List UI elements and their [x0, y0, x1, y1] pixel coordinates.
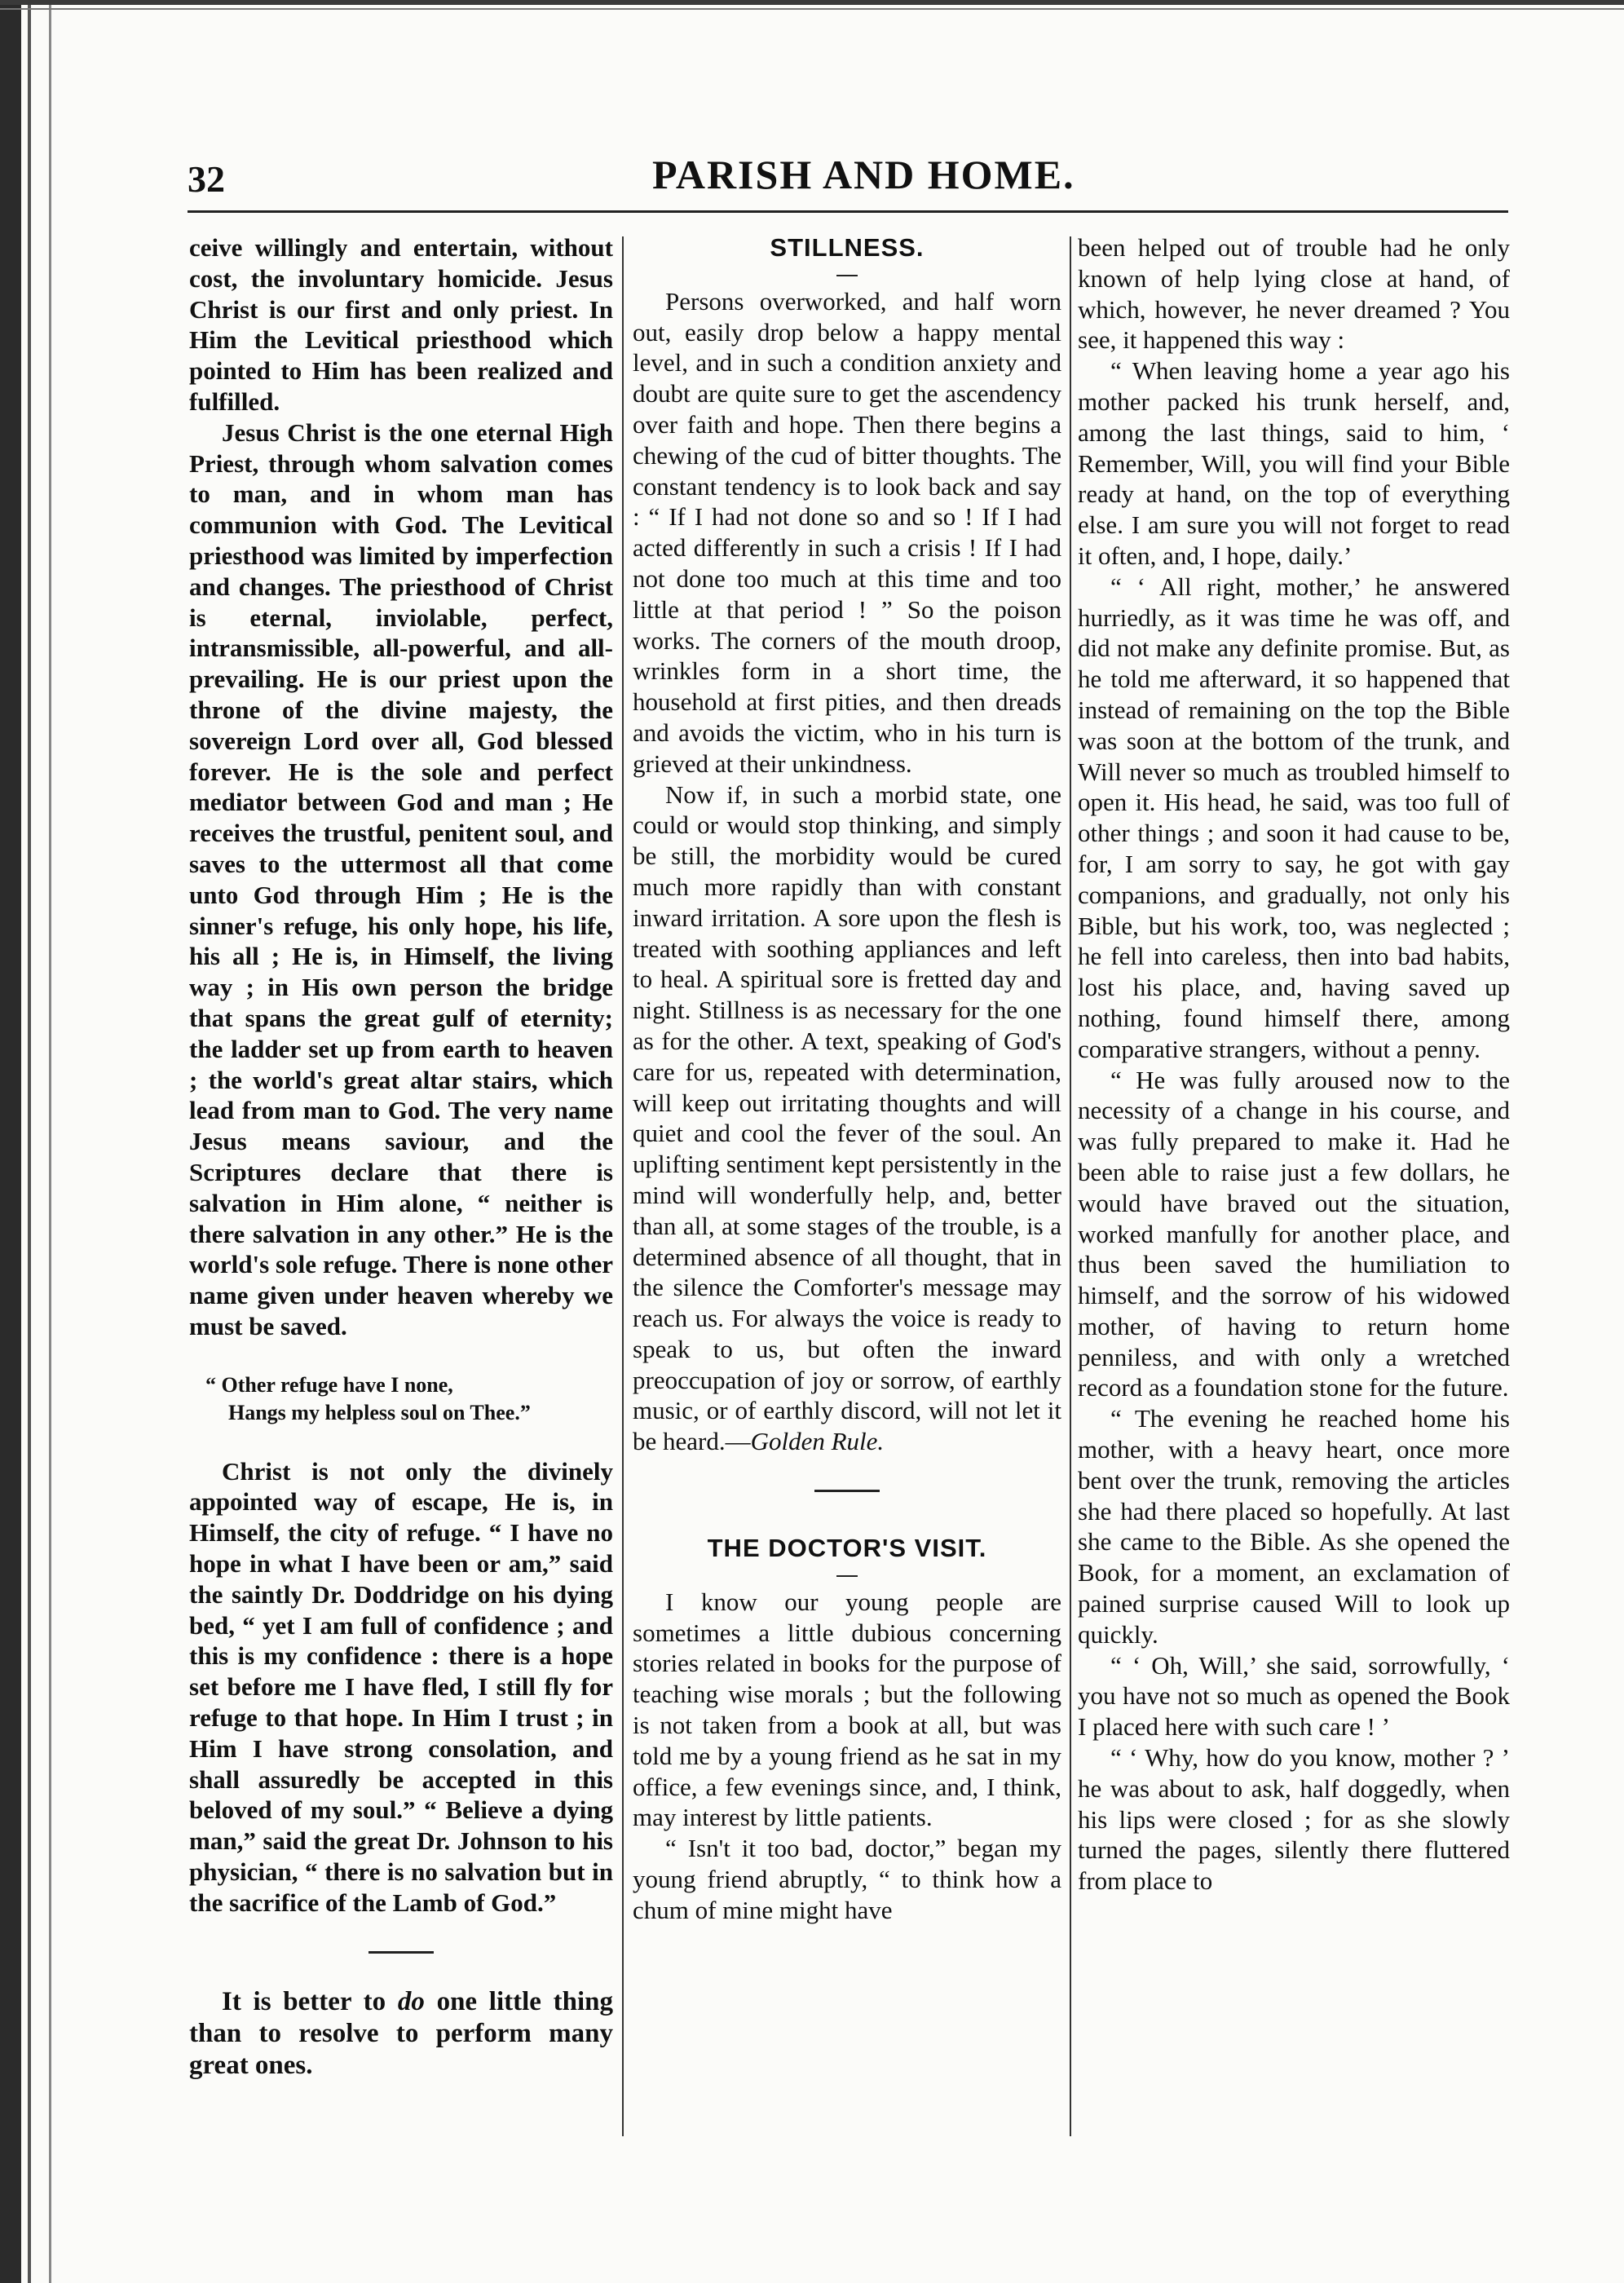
closing-maxim: It is better to do one little thing than to resolve to perform many great ones.	[189, 1986, 613, 2080]
article-heading: STILLNESS.	[770, 233, 925, 262]
section-separator	[814, 1490, 880, 1492]
section-separator	[368, 1951, 434, 1954]
page-edge-left	[0, 0, 21, 2283]
paragraph: “ ‘ All right, mother,’ he answered hurriedly, as it was time he was off, and did not make any definite promise. But, as he told me afterward, it so happened that instead of remaining on the top the Bible was soon at the bottom of the trunk, and Will never so much as troubled himself to open it. His head, he said, was too full of other things ; and soon it had cause to be, for, I am sorry to say, he got with gay companions, and gradually, not only his Bible, but his work, too, was neglected ; he fell into careless, then into bad habits, lost his place, and, having saved up nothing, found himself there, among comparative strangers, without a penny.	[1078, 572, 1510, 1063]
page-number: 32	[188, 158, 225, 200]
column-left	[189, 232, 613, 2082]
page-edge-line	[28, 0, 31, 2283]
running-title: PARISH AND HOME.	[652, 152, 1075, 197]
article-heading: THE DOCTOR'S VISIT.	[707, 1534, 987, 1563]
column-right	[1078, 232, 1510, 1897]
header-rule	[188, 210, 1508, 213]
page-edge-top	[0, 0, 1624, 5]
paragraph: been helped out of trouble had he only known of help lying close at hand, of which, however, he never dreamed ? You see, it happened this way :	[1078, 233, 1510, 355]
paragraph: Now if, in such a morbid state, one could or would stop thinking, and simply be still, the morbidity would be cured much more rapidly than with constant inward irritation. A sore upon the flesh is treated with soothing appliances and left to heal. A spiritual sore is fretted day and night. Stillness is as necessary for the one as for the other. A text, speaking of God's care for us, repeated with determination, will keep out irritating thoughts and will quiet and cool the fever of the soul. An uplifting sentiment kept persistently in the mind will wonderfully help, and, better than all, at some stages of the trouble, is a determined absence of all thought, that in the silence the Comforter's message may reach us. For always the voice is ready to speak to us, but often the inward preoccupation of joy or sorrow, of earthly music, or of earthly discord, will not let it be heard.—Golden Rule.	[633, 779, 1061, 1456]
hymn-line: “ Other refuge have I none,	[205, 1372, 453, 1397]
paragraph: “ He was fully aroused now to the necessity of a change in his course, and was fully prepared to make it. Had he been able to raise just a few dollars, he would have braved out the situation, worked manfully for another place, and thus been saved the humiliation to himself, and the sorrow of his widowed mother, of having to return home penniless, and with only a wretched record as a foundation stone for the future.	[1078, 1065, 1510, 1402]
heading-dash	[633, 265, 1061, 281]
paragraph: “ ‘ Oh, Will,’ she said, sorrowfully, ‘ you have not so much as opened the Book I placed here with such care ! ’	[1078, 1650, 1510, 1742]
column-middle	[633, 232, 1061, 1926]
paragraph: “ ‘ Why, how do you know, mother ? ’ he was about to ask, half doggedly, when his lips were closed ; for as she slowly turned the pages, silently there fluttered from place to	[1078, 1743, 1510, 1896]
column-divider	[622, 236, 624, 2136]
paragraph: “ When leaving home a year ago his mother packed his trunk herself, and, among the last things, said to him, ‘ Remember, Will, you will find your Bible ready at hand, on the top of everything else. I am sure you will not forget to read it often, and, I hope, daily.’	[1078, 356, 1510, 570]
paragraph: “ Isn't it too bad, doctor,” began my young friend abruptly, “ to think how a chum of mine might have	[633, 1834, 1061, 1924]
paragraph: ceive willingly and entertain, without cost, the involuntary homicide. Jesus Christ is our first and only priest. In Him the Levitical priesthood which pointed to Him has been realized and fulfilled.	[189, 233, 613, 416]
paragraph: Persons overworked, and half worn out, easily drop below a happy mental level, and in such a condition anxiety and doubt are quite sure to get the ascendency over faith and hope. Then there begins a chewing of the cud of bitter thoughts. The constant tendency is to look back and say : “ If I had not done so and so ! If I had acted differently in such a crisis ! If I had not done too much at this time and too little at that period ! ” So the poison works. The corners of the mouth droop, wrinkles form in a short time, the household at first pities, and then dreads and avoids the victim, who in his turn is grieved at their unkindness.	[633, 286, 1061, 778]
paragraph: Jesus Christ is the one eternal High Priest, through whom salvation comes to man, and in whom man has communion with God. The Levitical priesthood was limited by imperfection and changes. The priesthood of Christ is eternal, inviolable, perfect, intransmissible, all-powerful, and all-prevailing. He is our priest upon the throne of the divine majesty, the sovereign Lord over all, God blessed forever. He is the sole and perfect mediator between God and man ; He receives the trustful, penitent soul, and saves to the uttermost all that come unto God through Him ; He is the sinner's refuge, his only hope, his life, his all ; He is, in Himself, the living way ; in His own person the bridge that spans the great gulf of eternity; the ladder set up from earth to heaven ; the world's great altar stairs, which lead from man to God. The very name Jesus means saviour, and the Scriptures declare that there is salvation in Him alone, “ neither is there salvation in any other.” He is the world's sole refuge. There is none other name given under heaven whereby we must be saved.	[189, 417, 613, 1340]
paragraph: I know our young people are sometimes a little dubious concerning stories related in books for the purpose of teaching wise morals ; but the following is not taken from a book at all, but was told me by a young friend as he sat in my office, a few evenings since, and, I think, may interest by little patients.	[633, 1587, 1061, 1832]
hymn-quote	[205, 1371, 613, 1427]
heading-dash	[633, 1565, 1061, 1582]
column-divider	[1070, 236, 1071, 2136]
paragraph: “ The evening he reached home his mother, with a heavy heart, once more bent over the trunk, removing the articles she had there placed so hopefully. At last she came to the Bible. As she opened the Book, for a moment, an exclamation of pained surprise caused Will to look up quickly.	[1078, 1404, 1510, 1649]
source-credit: Golden Rule.	[750, 1427, 885, 1456]
page-header	[188, 151, 1508, 208]
page-edge-line	[0, 8, 1624, 10]
page-edge-line	[49, 0, 51, 2283]
hymn-line: Hangs my helpless soul on Thee.”	[228, 1400, 531, 1424]
paragraph: Christ is not only the divinely appointed way of escape, He is, in Himself, the city of refuge. “ I have no hope in what I have been or am,” said the saintly Dr. Doddridge on his dying bed, “ yet I am full of confidence ; and this is my confidence : there is a hope set before me I have fled, I still fly for refuge to that hope. In Him I trust ; in Him I have strong consolation, and shall assuredly be accepted in this beloved of my soul.” “ Believe a dying man,” said the great Dr. Johnson to his physician, “ there is no salvation but in the sacrifice of the Lamb of God.”	[189, 1456, 613, 1917]
